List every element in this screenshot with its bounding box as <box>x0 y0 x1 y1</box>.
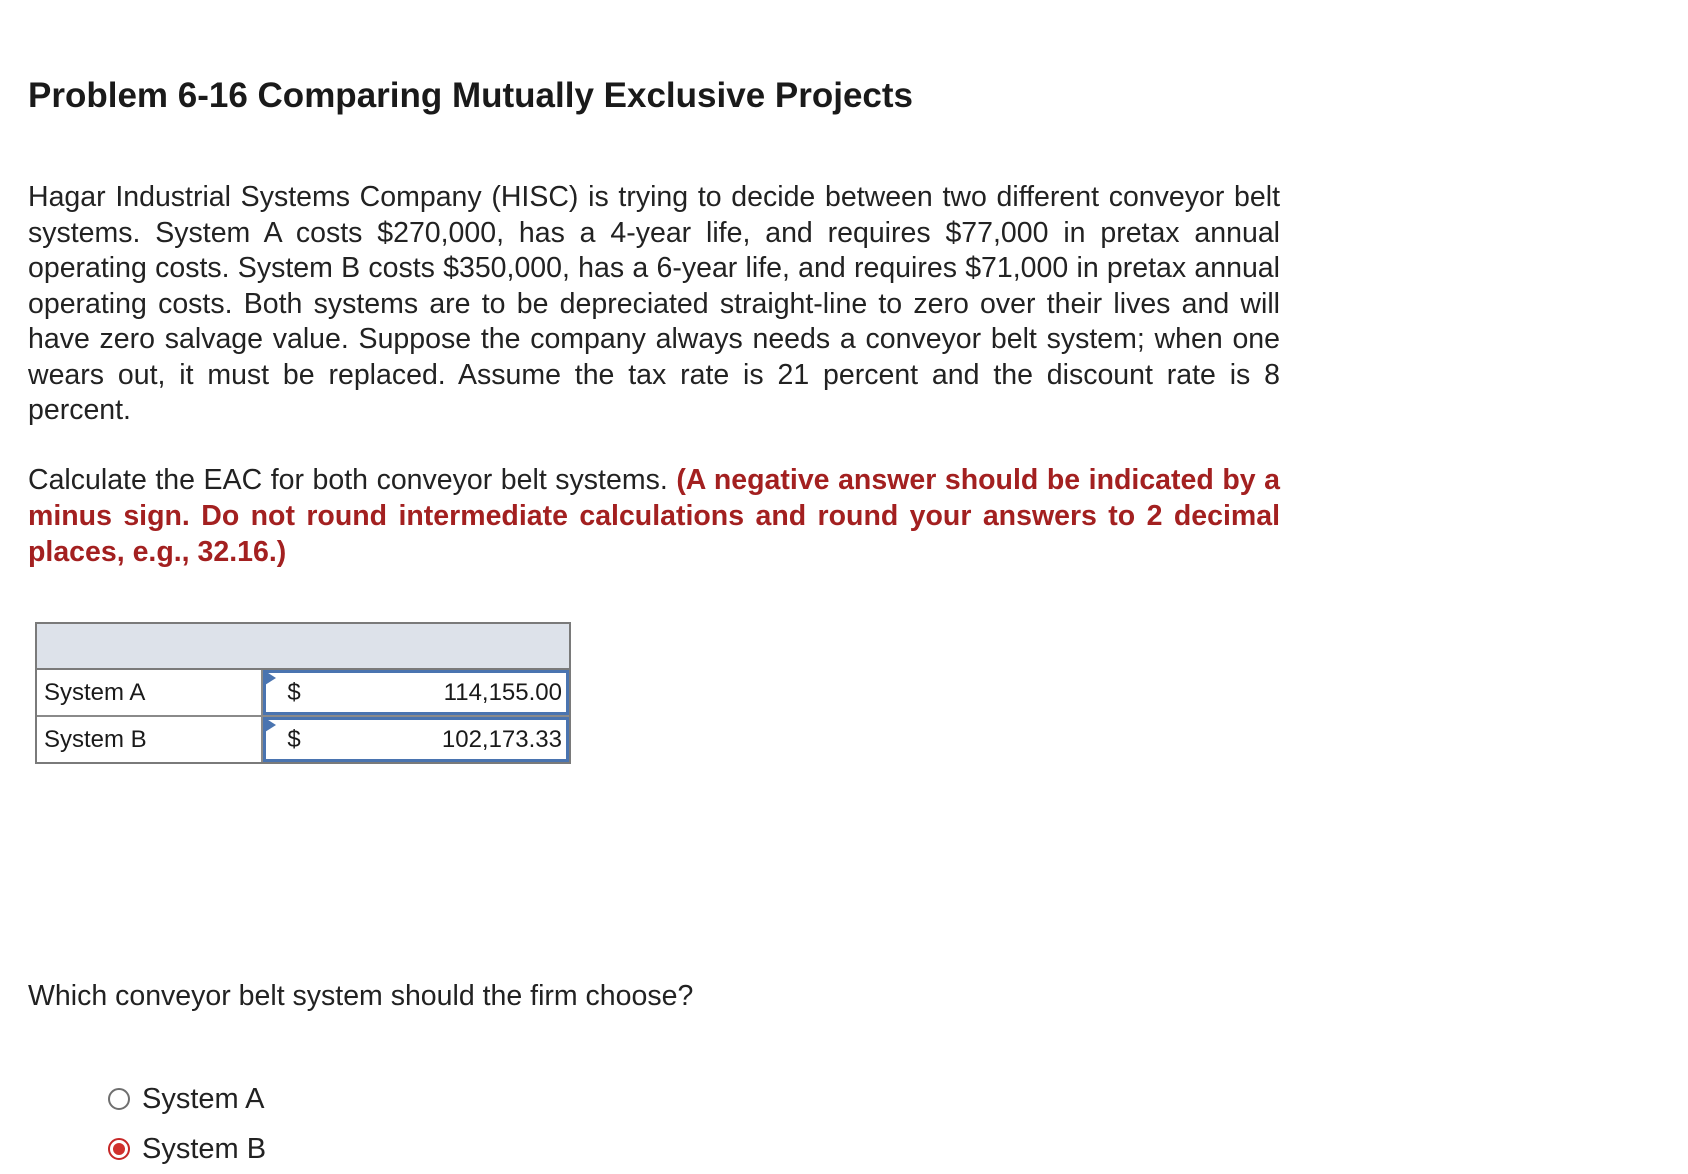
radio-button-icon[interactable] <box>108 1088 130 1110</box>
eac-row-system-b <box>37 717 569 762</box>
eac-table <box>35 622 571 764</box>
eac-input-system-a[interactable] <box>263 670 569 715</box>
eac-row-label: System A <box>37 670 263 715</box>
eac-value: 114,155.00 <box>443 678 562 706</box>
eac-input-system-b[interactable] <box>263 717 569 762</box>
instruction-text: Calculate the EAC for both conveyor belt systems. <box>28 464 668 496</box>
option-system-b[interactable] <box>108 1124 266 1174</box>
option-label: System B <box>142 1132 267 1165</box>
answer-flag-icon <box>265 671 276 685</box>
currency-symbol: $ <box>287 678 301 706</box>
problem-title: Problem 6-16 Comparing Mutually Exclusive Projects <box>28 76 913 115</box>
choice-question: Which conveyor belt system should the firm choose? <box>28 980 694 1012</box>
currency-symbol: $ <box>287 725 301 753</box>
instruction-note: (A negative answer should be indicated by a minus sign. Do not round intermediate calculations and round your answers to 2 decimal places, e.g., 32.16.) <box>28 464 1281 568</box>
choice-options <box>108 1074 266 1174</box>
option-system-a[interactable] <box>108 1074 266 1124</box>
eac-table-header <box>37 624 569 670</box>
radio-button-selected-icon[interactable] <box>108 1138 130 1160</box>
problem-description: Hagar Industrial Systems Company (HISC) is trying to decide between two different conveyor belt systems. System A costs $270,000, has a 4-year life, and requires $77,000 in pretax annual operating costs. System B costs $350,000, has a 6-year life, and requires $71,000 in pretax annual operating costs. Both systems are to be depreciated straight-line to zero over their lives and will have zero salvage value. Suppose the company always needs a conveyor belt system; when one wears out, it must be replaced. Assume the tax rate is 21 percent and the discount rate is 8 percent. <box>28 181 1280 426</box>
eac-value: 102,173.33 <box>441 725 562 753</box>
eac-row-label: System B <box>37 717 263 762</box>
answer-flag-icon <box>265 718 276 732</box>
option-label: System A <box>142 1082 265 1115</box>
eac-row-system-a <box>37 670 569 717</box>
instruction <box>28 462 1280 570</box>
